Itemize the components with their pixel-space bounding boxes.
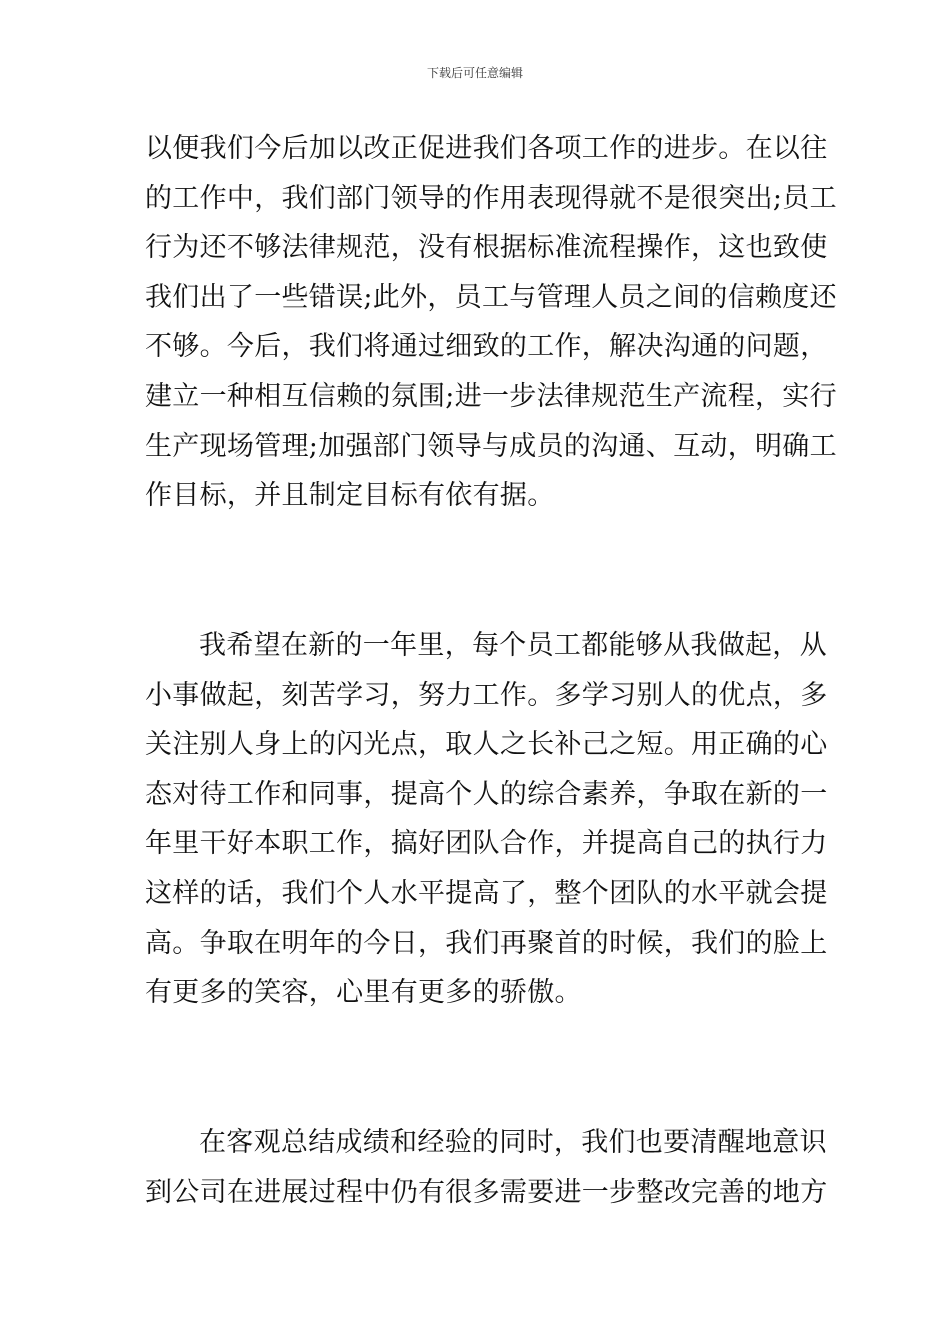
paragraph-line: 高。争取在明年的今日，我们再聚首的时候，我们的脸上 — [145, 927, 828, 959]
paragraph-3 — [145, 1118, 828, 1217]
paragraph-line: 态对待工作和同事，提高个人的综合素养，争取在新的一 — [145, 778, 828, 810]
paragraph-line: 行为还不够法律规范，没有根据标准流程操作，这也致使 — [145, 232, 828, 264]
paragraph-line: 我们出了一些错误;此外，员工与管理人员之间的信赖度还 — [145, 281, 837, 313]
paragraph-line: 作目标，并且制定目标有依有据。 — [145, 480, 555, 512]
paragraph-line: 年里干好本职工作，搞好团队合作，并提高自己的执行力 — [145, 828, 828, 860]
paragraph-line: 建立一种相互信赖的氛围;进一步法律规范生产流程，实行 — [145, 380, 837, 412]
paragraph-line: 这样的话，我们个人水平提高了，整个团队的水平就会提 — [145, 877, 828, 909]
paragraph-line: 到公司在进展过程中仍有很多需要进一步整改完善的地方 — [145, 1176, 828, 1208]
paragraph-line: 我希望在新的一年里，每个员工都能够从我做起，从 — [199, 630, 827, 661]
paragraph-line: 的工作中，我们部门领导的作用表现得就不是很突出;员工 — [145, 182, 837, 214]
paragraph-line: 不够。今后，我们将通过细致的工作，解决沟通的问题， — [145, 331, 828, 363]
paragraph-2 — [145, 621, 828, 1018]
paragraph-1 — [145, 124, 837, 521]
paragraph-line: 在客观总结成绩和经验的同时，我们也要清醒地意识 — [199, 1127, 827, 1158]
paragraph-line: 生产现场管理;加强部门领导与成员的沟通、互动，明确工 — [145, 430, 837, 462]
paragraph-line: 以便我们今后加以改正促进我们各项工作的进步。在以往 — [145, 133, 828, 164]
paragraph-line: 有更多的笑容，心里有更多的骄傲。 — [145, 977, 582, 1009]
paragraph-line: 关注别人身上的闪光点，取人之长补己之短。用正确的心 — [145, 729, 828, 761]
page-header: 下载后可任意编辑 — [426, 66, 523, 80]
paragraph-line: 小事做起，刻苦学习，努力工作。多学习别人的优点，多 — [145, 679, 828, 711]
